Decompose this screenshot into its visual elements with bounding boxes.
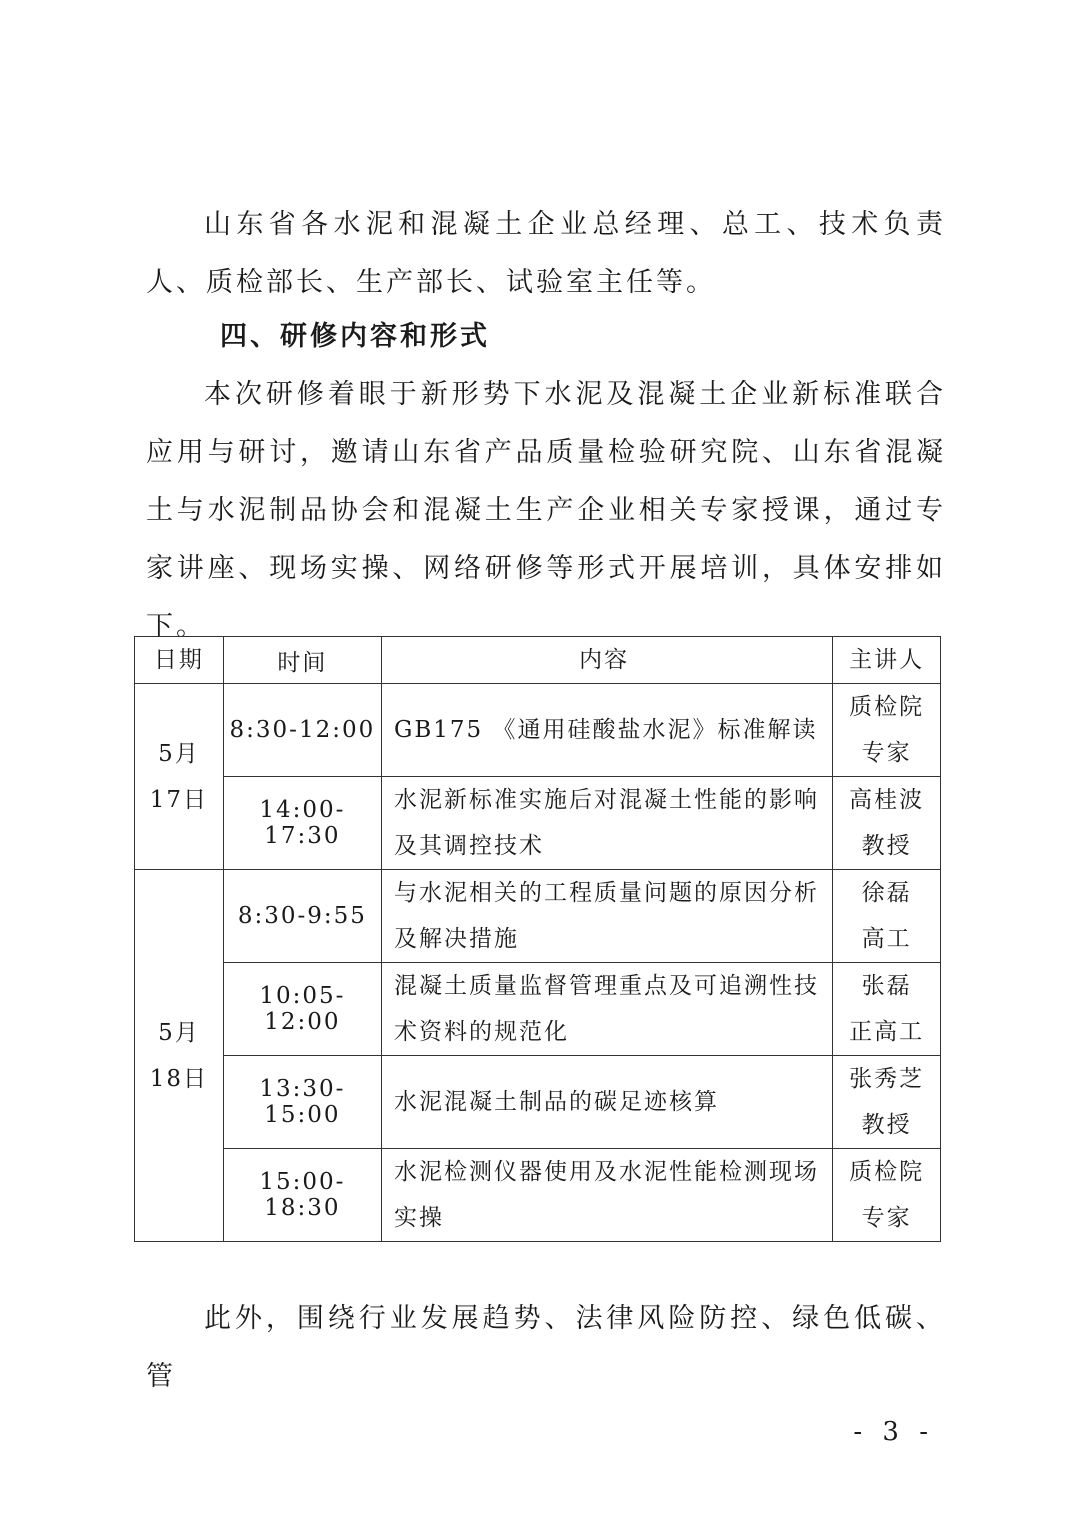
table-row [135,1149,941,1242]
time-cell: 14:00-17:30 [223,777,381,870]
speaker-title: 高工 [861,926,912,952]
speaker-cell [833,1149,941,1242]
time-cell: 8:30-12:00 [223,684,381,777]
speaker-name: 高桂波 [849,787,925,813]
speaker-name: 质检院 [849,694,925,720]
table-row [135,777,941,870]
closing-paragraph: 此外，围绕行业发展趋势、法律风险防控、绿色低碳、管 [146,1303,946,1392]
header-speaker: 主讲人 [833,637,941,684]
header-date: 日期 [135,637,224,684]
table-row [135,963,941,1056]
content-cell: 混凝土质量监督管理重点及可追溯性技术资料的规范化 [381,963,832,1056]
date-month: 5月 [158,740,200,767]
header-content: 内容 [381,637,832,684]
table-row [135,1056,941,1149]
content-cell: 水泥检测仪器使用及水泥性能检测现场实操 [381,1149,832,1242]
speaker-title: 正高工 [849,1019,925,1045]
content-cell: 水泥新标准实施后对混凝土性能的影响及其调控技术 [381,777,832,870]
speaker-name: 徐磊 [861,880,912,906]
speaker-name: 质检院 [849,1159,925,1185]
speaker-cell [833,777,941,870]
header-time: 时间 [223,637,381,684]
table-row [135,684,941,777]
speaker-title: 教授 [861,833,912,859]
content-cell: GB175 《通用硅酸盐水泥》标准解读 [381,684,832,777]
date-cell-day1 [135,684,224,870]
table-row [135,870,941,963]
speaker-cell [833,963,941,1056]
page-number: - 3 - [853,1417,934,1447]
content-cell: 水泥混凝土制品的碳足迹核算 [381,1056,832,1149]
speaker-title: 专家 [861,740,912,766]
speaker-title: 教授 [861,1112,912,1138]
time-cell: 15:00-18:30 [223,1149,381,1242]
content-cell: 与水泥相关的工程质量问题的原因分析及解决措施 [381,870,832,963]
table-header-row [135,637,941,684]
speaker-cell [833,684,941,777]
body-paragraph: 本次研修着眼于新形势下水泥及混凝土企业新标准联合应用与研讨，邀请山东省产品质量检验研究院、山东省混凝土与水泥制品协会和混凝土生产企业相关专家授课，通过专家讲座、现场实操、网络研修等形式开展培训，具体安排如下。 [146,379,946,642]
date-day: 18日 [149,1065,209,1092]
time-cell: 13:30-15:00 [223,1056,381,1149]
speaker-name: 张磊 [861,973,912,999]
time-cell: 8:30-9:55 [223,870,381,963]
speaker-cell [833,1056,941,1149]
schedule-table [134,636,941,1242]
intro-paragraph: 山东省各水泥和混凝土企业总经理、总工、技术负责人、质检部长、生产部长、试验室主任等。 [146,209,946,298]
date-month: 5月 [158,1019,200,1046]
speaker-name: 张秀芝 [849,1066,925,1092]
section-heading: 四、研修内容和形式 [220,321,490,352]
time-cell: 10:05-12:00 [223,963,381,1056]
speaker-cell [833,870,941,963]
speaker-title: 专家 [861,1205,912,1231]
date-cell-day2 [135,870,224,1242]
date-day: 17日 [149,786,209,813]
